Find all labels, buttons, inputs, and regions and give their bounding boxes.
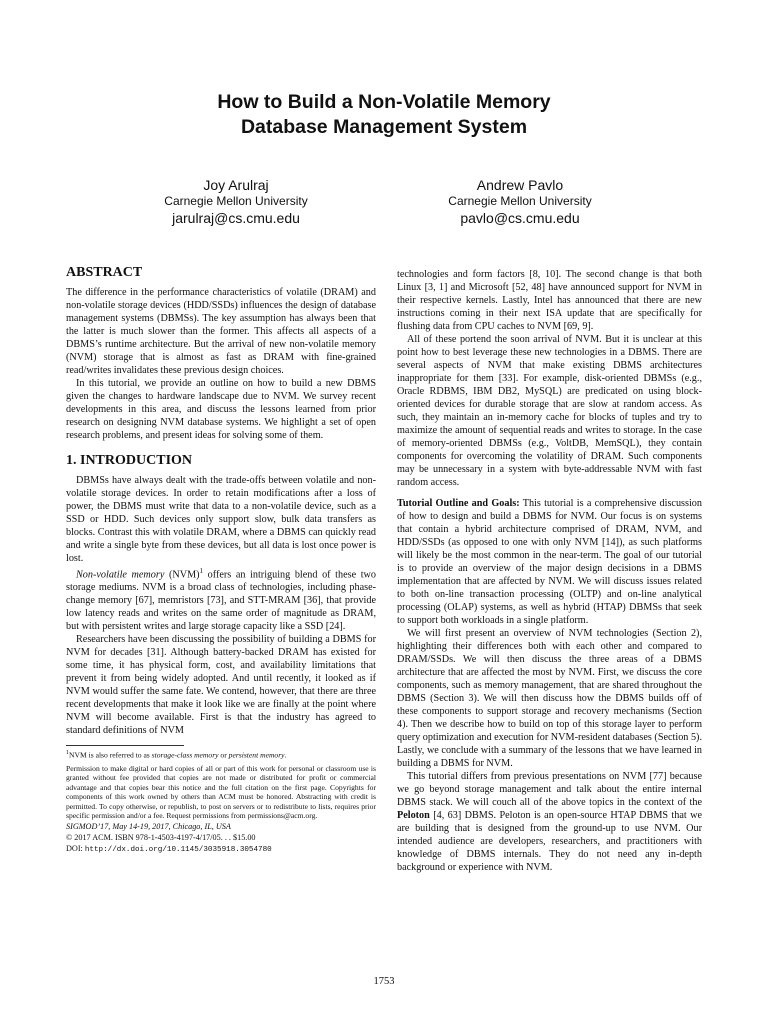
intro-paragraph-2-text: offers an intriguing blend of these two storage mediums. NVM is a broad class of technologies, including phase-change memory [67], memristors [73], and STT-MRAM [36], that provide low latency reads and writes on the same order of magnitude as DRAM, but with persistent writes and large storage capacity like a SSD [24]. xyxy=(66,569,376,633)
title-line-2: Database Management System xyxy=(240,116,528,138)
author-email: jarulraj@cs.cmu.edu xyxy=(172,210,300,226)
footnote-emphasis-2: persistent memory xyxy=(228,750,285,760)
author-name: Andrew Pavlo xyxy=(476,177,564,193)
right-paragraph-5-rest: [4, 63] DBMS. Peloton is an open-source HTAP DBMS that we are building that is designed from the ground-up to use NVM. Our intended audience are developers, researchers, and practitioners with knowledge of DBMS internals. They do not need any in-depth background or experience with NVM. xyxy=(397,810,702,873)
right-paragraph-2: All of these portend the soon arrival of NVM. But it is unclear at this point how to best leverage these new technologies in a DBMS. There are several aspects of NVM that make existing DBMS architectures inappropriate for them [33]. For example, disk-oriented DBMSs (e.g., Oracle RDBMS, IBM DB2, MySQL) are predicated on using block-oriented devices for durable storage that are slow at random access. As such, they maintain an in-memory cache for blocks of tuples and try to maximize the amount of sequential reads and writes to storage. In the case of memory-oriented DBMSs (e.g., VoltDB, MemSQL), they contain components for overcoming the volatility of DRAM. Such components may be unnecessary in a system with byte-addressable NVM with fast random access. xyxy=(397,334,702,488)
right-paragraph-4: We will first present an overview of NVM technologies (Section 2), highlighting their differences both with each other and compared to DRAM/SSDs. We will then discuss the three areas of a DBMS architecture that are affected the most by NVM. First, we discuss the core components, such as memory management, that are shared throughout the DBMS (Section 3). We will then discuss how the DBMS builds off of these components to support storage and recovery mechanisms (Section 4). Then we describe how to build on top of this storage layer to perform query optimization and execution for NVM-resident databases (Section 5). Lastly, we conclude with a summary of the lessons that we have learned in building a DBMS for NVM. xyxy=(397,628,702,769)
intro-paragraph-2 xyxy=(66,565,376,633)
author-block-2 xyxy=(370,176,670,227)
page-number: 1753 xyxy=(373,976,395,987)
tutorial-outline-heading: Tutorial Outline and Goals: xyxy=(397,498,520,509)
footnote-text-end: . xyxy=(284,750,287,760)
conference-info xyxy=(66,821,376,832)
tutorial-outline-paragraph xyxy=(397,497,702,627)
author-email: pavlo@cs.cmu.edu xyxy=(460,210,580,226)
footnote-number: 1 xyxy=(66,750,69,757)
author-affiliation: Carnegie Mellon University xyxy=(164,194,308,208)
right-paragraph-5 xyxy=(397,770,702,874)
right-column xyxy=(397,268,702,874)
footnote-text-mid: or xyxy=(218,750,229,760)
right-paragraph-5-pre: This tutorial differs from previous presentations on NVM [77] because we go beyond storage management and talk about the entire internal DBMS stack. We will couch all of the above topics in the context of the xyxy=(397,771,702,808)
title-line-1: How to Build a Non-Volatile Memory xyxy=(217,91,551,113)
footnote-text: NVM is also referred to as xyxy=(69,750,152,760)
footnote-rule xyxy=(66,745,184,746)
right-paragraph-1: technologies and form factors [8, 10]. The second change is that both Linux [3, 1] and Microsoft [52, 48] have announced support for NVM in their respective kernels. Lastly, Intel has announced that there are new instructions coming in their next ISA update that are specifically for flushing data from CPU caches to NVM [69, 9]. xyxy=(397,269,702,332)
doi-line xyxy=(66,843,376,856)
abstract-paragraph-2: In this tutorial, we provide an outline on how to build a new DBMS given the changes to hardware landscape due to NVM. We survey recent developments in this area, and discuss the lessons learned from prior research on designing NVM database systems. We highlight a set of open research problems, and present ideas for solving some of them. xyxy=(66,378,376,441)
tutorial-outline-text: This tutorial is a comprehensive discussion of how to design and build a DBMS for NVM. Our focus is on systems that contain a hybrid architecture comprised of DRAM, NVM, and HDD/SSDs (as opposed to one with only NVM [14]), as such platforms will likely be the most common in the near-term. The goal of our tutorial is to provide an overview of the major design decisions in a DBMS implementation that are affected by NVM. We will discuss issues related to both on-line transaction processing (OLTP) and on-line analytical processing (OLAP) systems, as well as hybrid (HTAP) DBMSs that seek to support both workloads in a single platform. xyxy=(397,498,702,626)
intro-emphasis: Non-volatile memory xyxy=(76,569,165,581)
abstract-paragraph-1: The difference in the performance characteristics of volatile (DRAM) and non-volatile storage devices (HDD/SSDs) influences the design of database management systems (DBMSs). The key assumption has always been that the latter is much slower than the former. This affects all aspects of a DBMS’s runtime architecture. But the arrival of new non-volatile memory (NVM) storage that is almost as fast as DRAM with fine-grained read/writes invalidates these previous design choices. xyxy=(66,287,376,376)
doi-link[interactable]: http://dx.doi.org/10.1145/3035918.3054780 xyxy=(84,846,272,855)
footnote-1 xyxy=(66,749,376,760)
left-column xyxy=(66,264,376,856)
footnote-emphasis-1: storage-class memory xyxy=(151,750,219,760)
author-block-1 xyxy=(86,176,386,227)
intro-paragraph-1: DBMSs have always dealt with the trade-offs between volatile and non-volatile storage devices. In order to retain modifications after a loss of power, the DBMS must write that data to a non-volatile device, such as a SSD or HDD. Such devices only support slow, bulk data transfers as blocks. Contrast this with volatile DRAM, where a DBMS can quickly read and write a single byte from these devices, but all data is lost once power is lost. xyxy=(66,475,376,564)
footnote-mark: 1 xyxy=(199,567,204,575)
intro-paragraph-3: Researchers have been discussing the possibility of building a DBMS for NVM for decades [31]. Although battery-backed DRAM has existed for some time, it has physical form, cost, and availability limitations that prevent it from being widely adopted. And until recently, it looked as if NVM would suffer the same fate. We contend, however, that there are three recent developments that make it look like we are finally at the point where NVM will become available. First is that the industry has agreed to standard definitions of NVM xyxy=(66,634,376,737)
author-name: Joy Arulraj xyxy=(203,177,269,193)
introduction-heading: 1. INTRODUCTION xyxy=(66,453,193,468)
intro-abbreviation: (NVM) xyxy=(164,569,200,581)
abstract-heading: ABSTRACT xyxy=(66,265,143,280)
author-affiliation: Carnegie Mellon University xyxy=(448,194,592,208)
doi-label: DOI: xyxy=(66,844,85,854)
peloton-name: Peloton xyxy=(397,810,430,821)
copyright-line: © 2017 ACM. ISBN 978-1-4503-4197-4/17/05. . . $15.00 xyxy=(66,833,256,843)
conference-name: SIGMOD’17, May 14-19, 2017, Chicago, IL, USA xyxy=(66,822,231,832)
paper-title xyxy=(0,90,768,140)
permission-notice: Permission to make digital or hard copies of all or part of this work for personal or classroom use is granted without fee provided that copies are not made or distributed for profit or commercial advantage and that copies bear this notice and the full citation on the first page. Copyrights for components of this work owned by others than ACM must be honored. Abstracting with credit is permitted. To copy otherwise, or republish, to post on servers or to redistribute to lists, requires prior specific permission and/or a fee. Request permissions from permissions@acm.org. xyxy=(66,763,376,821)
